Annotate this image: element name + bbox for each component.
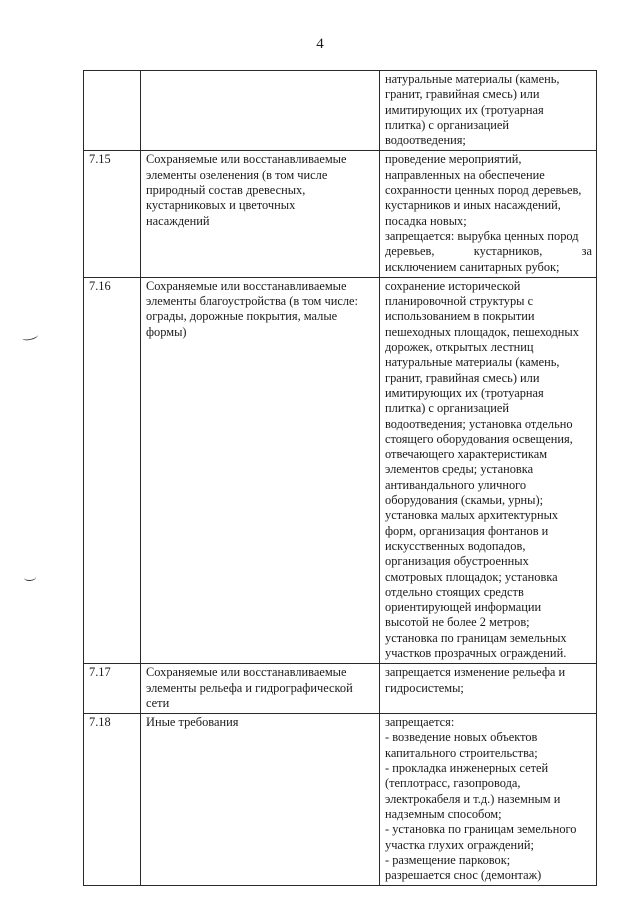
row-name-cell: Сохраняемые или восстанавливаемые элементы озеленения (в том числе природный состав древесных, кустарниковых и цветочных насаждений bbox=[141, 151, 380, 277]
row-number-cell: 7.15 bbox=[84, 151, 141, 277]
row-requirements-cell: сохранение исторической планировочной структуры с использованием в покрытии пешеходных площадок, пешеходных дорожек, открытых лестниц натуральные материалы (камень, гранит, гравийная смесь) или имитирующих их (тротуарная плитка) с организацией водоотведения; установка отдельно стоящего оборудования освещения, отвечающего характеристикам элементов среды; установка антивандального уличного оборудования (скамьи, урны); установка малых архитектурных форм, организация фонтанов и искусственных водопадов, организация обустроенных смотровых площадок; установка отдельно стоящих средств ориентирующей информации высотой не более 2 метров; установка по границам земельных участков прозрачных ограждений. bbox=[380, 277, 597, 663]
table-row bbox=[84, 71, 597, 151]
table-row bbox=[84, 277, 597, 663]
page-number: 4 bbox=[316, 36, 324, 52]
row-name-cell bbox=[141, 71, 380, 151]
row-number-cell: 7.16 bbox=[84, 277, 141, 663]
table-row bbox=[84, 664, 597, 714]
row-requirements-cell: запрещается изменение рельефа и гидросистемы; bbox=[380, 664, 597, 714]
row-number-cell: 7.17 bbox=[84, 664, 141, 714]
scan-mark bbox=[24, 574, 36, 582]
row-number-cell bbox=[84, 71, 141, 151]
table-row bbox=[84, 151, 597, 277]
row-name-cell: Сохраняемые или восстанавливаемые элементы рельефа и гидрографической сети bbox=[141, 664, 380, 714]
row-requirements-cell: запрещается: - возведение новых объектов капитального строительства; - прокладка инженерных сетей (теплотрасс, газопровода, электрокабеля и т.д.) наземным и надземным способом; - установка по границам земельного участка глухих ограждений; - размещение парковок; разрешается снос (демонтаж) bbox=[380, 714, 597, 886]
table-row bbox=[84, 714, 597, 886]
row-name-cell: Сохраняемые или восстанавливаемые элементы благоустройства (в том числе: ограды, дорожные покрытия, малые формы) bbox=[141, 277, 380, 663]
row-requirements-cell: проведение мероприятий, направленных на обеспечение сохранности ценных пород деревьев, кустарников и иных насаждений, посадка новых; запрещается: вырубка ценных пород деревьев, кустарников, за исключением санитарных рубок; bbox=[380, 151, 597, 277]
row-requirements-cell: натуральные материалы (камень, гранит, гравийная смесь) или имитирующих их (тротуарная плитка) с организацией водоотведения; bbox=[380, 71, 597, 151]
requirements-table bbox=[83, 70, 597, 886]
row-number-cell: 7.18 bbox=[84, 714, 141, 886]
scan-mark bbox=[21, 331, 38, 341]
row-name-cell: Иные требования bbox=[141, 714, 380, 886]
